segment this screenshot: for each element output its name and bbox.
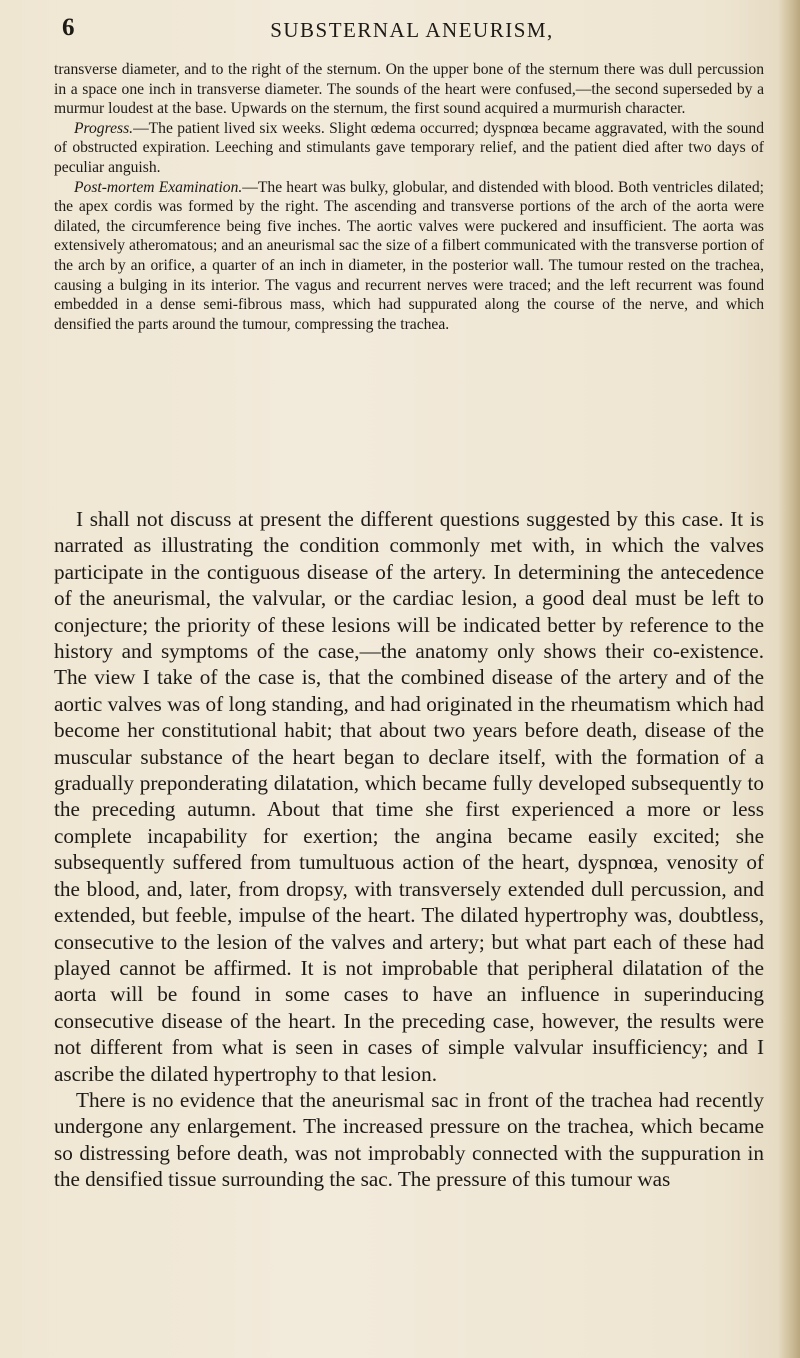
discussion-paragraph: I shall not discuss at present the different questions suggested by this case. It is narrated as illustrating the condition commonly met with, in which the valves participate in the contiguous disease of the artery. In determining the antecedence of the aneurismal, the valvular, or the cardiac lesion, a good deal must be left to conjecture; the priority of these lesions will be indicated better by reference to the history and symptoms of the case,—the anatomy only shows their co-existence. The view I take of the case is, that the combined disease of the artery and of the aortic valves was of long standing, and had originated in the rheumatism which had become her constitutional habit; that about two years before death, disease of the muscular substance of the heart began to declare itself, with the formation of a gradually preponderating dilatation, which became fully developed subsequently to the preceding autumn. About that time she first experienced a more or less complete incapability for exertion; the angina became easily excited; she subsequently suffered from tumultuous action of the heart, dyspnœa, venosity of the blood, and, later, from dropsy, with transversely extended dull percussion, and extended, but feeble, impulse of the heart. The dilated hypertrophy was, doubtless, consecutive to the lesion of the valves and artery; but what part each of these had played cannot be affirmed. It is not improbable that peripheral dilatation of the aorta will be found in some cases to have an influence in superinducing consecutive disease of the heart. In the preceding case, however, the results were not different from what is seen in cases of simple valvular insufficiency; and I ascribe the dilated hypertrophy to that lesion.	[54, 507, 764, 1086]
progress-label: Progress.	[74, 119, 134, 137]
running-header	[62, 14, 762, 50]
case-notes-paragraph: transverse diameter, and to the right of the sternum. On the upper bone of the sternum there was dull percussion in a space one inch in transverse diameter. The sounds of the heart were confused,—the second superseded by a murmur loudest at the base. Upwards on the sternum, the first sound acquired a murmurish character.	[54, 61, 764, 118]
page-edge-shadow	[778, 0, 800, 1358]
discussion-text	[54, 506, 764, 1193]
postmortem-paragraph	[54, 178, 764, 335]
postmortem-label: Post-mortem Examination.	[74, 178, 243, 196]
case-notes	[54, 60, 764, 334]
postmortem-text: —The heart was bulky, globular, and distended with blood. Both ventricles dilated; the apex cordis was formed by the right. The ascending and transverse portions of the arch of the aorta were dilated, the circumference being five inches. The aortic valves were puckered and insufficient. The aorta was extensively atheromatous; and an aneurismal sac the size of a filbert communicated with the transverse portion of the arch by an orifice, a quarter of an inch in diameter, in the posterior wall. The tumour rested on the trachea, causing a bulging in its interior. The vagus and recurrent nerves were traced; and the left recurrent was found embedded in a dense semi-fibrous mass, which had suppurated along the course of the nerve, and which densified the parts around the tumour, compressing the trachea.	[54, 178, 764, 333]
discussion-paragraph: There is no evidence that the aneurismal sac in front of the trachea had recently undergone any enlargement. The increased pressure on the trachea, which became so distressing before death, was not improbably connected with the suppuration in the densified tissue surrounding the sac. The pressure of this tumour was	[54, 1087, 764, 1192]
running-title: SUBSTERNAL ANEURISM,	[270, 18, 554, 42]
page-number: 6	[62, 14, 75, 41]
progress-text: —The patient lived six weeks. Slight œdema occurred; dyspnœa became aggravated, with the sound of obstructed expiration. Leeching and stimulants gave temporary relief, and the patient died after two days of peculiar anguish.	[54, 119, 764, 176]
progress-paragraph	[54, 119, 764, 178]
